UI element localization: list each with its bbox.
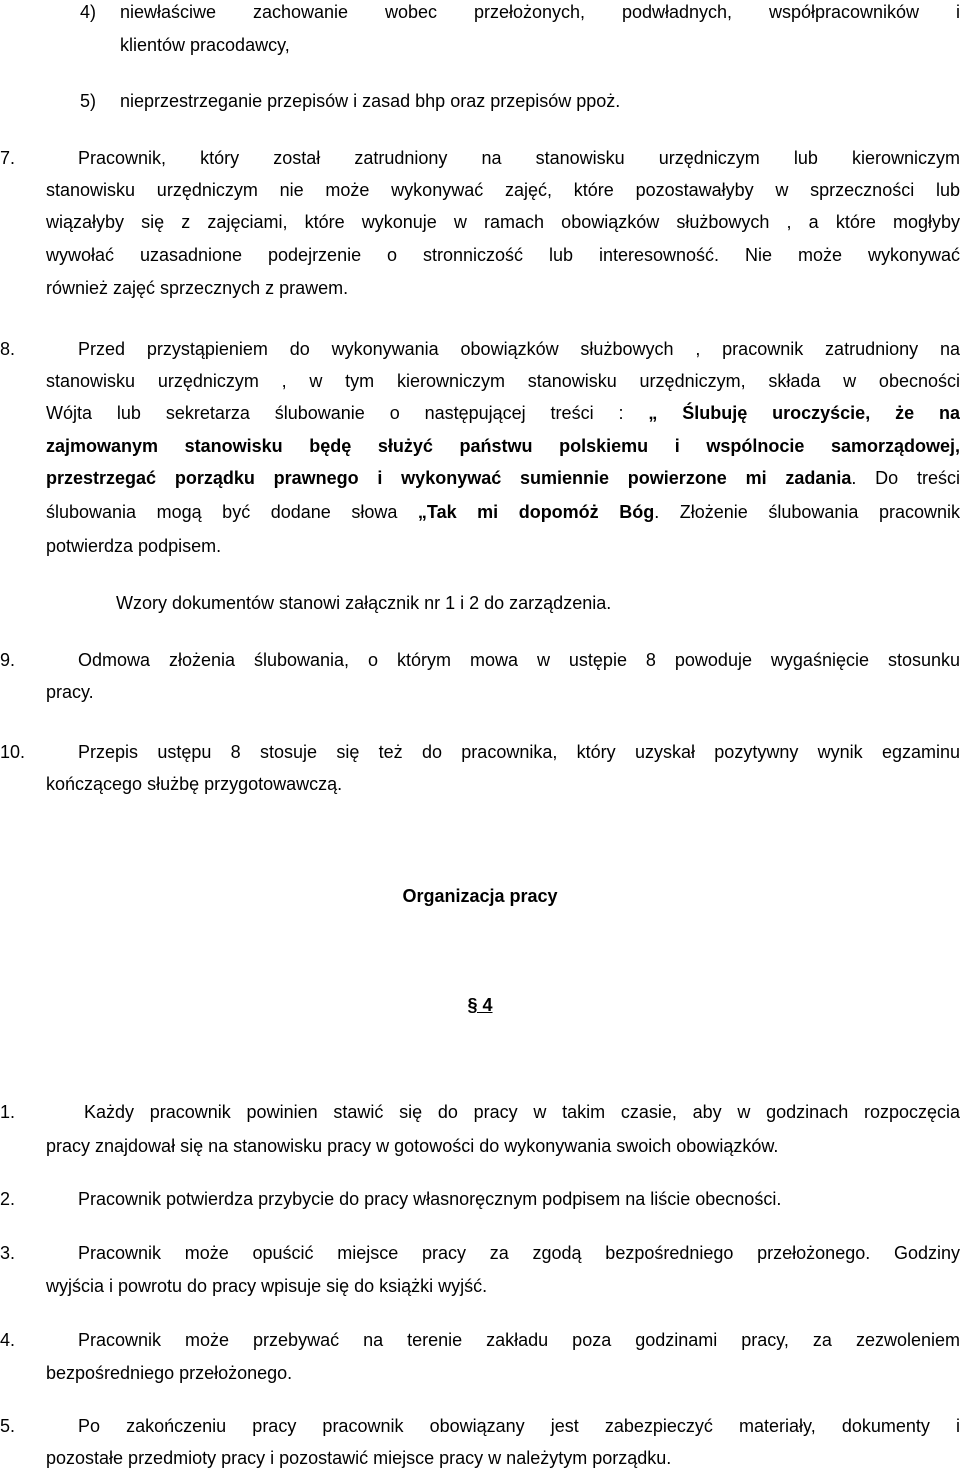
paragraph-line: Przepis ustępu 8 stosuje się też do pracownika, który uzyskał pozytywny wynik egzaminu bbox=[78, 742, 960, 762]
item-text: niewłaściwe zachowanie wobec przełożonych, podwładnych, współpracowników i bbox=[120, 2, 960, 22]
paragraph-text: Wójta lub sekretarza ślubowanie o następującej treści : bbox=[46, 403, 649, 423]
item-text: klientów pracodawcy, bbox=[120, 35, 290, 55]
paragraph-line bbox=[46, 401, 960, 425]
item-text: Pracownik może przebywać na terenie zakładu poza godzinami pracy, za zezwoleniem bbox=[78, 1330, 960, 1350]
paragraph-line: wywołać uzasadnione podejrzenie o stronniczość lub interesowność. Nie może wykonywać bbox=[46, 245, 960, 265]
item-number: 5. bbox=[0, 1416, 16, 1436]
section-number: § 4 bbox=[467, 995, 493, 1015]
paragraph-line: stanowisku urzędniczym nie może wykonywać zajęć, które pozostawałyby w sprzeczności lub bbox=[46, 180, 960, 200]
item-text: Każdy pracownik powinien stawić się do pracy w takim czasie, aby w godzinach rozpoczęcia bbox=[84, 1102, 960, 1122]
paragraph-line: Przed przystąpieniem do wykonywania obowiązków służbowych , pracownik zatrudniony na bbox=[78, 339, 960, 359]
paragraph-line: Odmowa złożenia ślubowania, o którym mowa w ustępie 8 powoduje wygaśnięcie stosunku bbox=[78, 650, 960, 670]
paragraph-number: 9. bbox=[0, 650, 16, 670]
paragraph-number: 8. bbox=[0, 339, 16, 359]
paragraph-line: kończącego służbę przygotowawczą. bbox=[46, 774, 343, 794]
paragraph-line: potwierdza podpisem. bbox=[46, 536, 222, 556]
oath-formula: „Tak mi dopomóż Bóg bbox=[417, 502, 655, 522]
item-text: nieprzestrzeganie przepisów i zasad bhp oraz przepisów ppoż. bbox=[120, 91, 621, 111]
item-number: 4. bbox=[0, 1330, 16, 1350]
paragraph-number: 7. bbox=[0, 148, 16, 168]
section-title: Organizacja pracy bbox=[402, 886, 558, 906]
item-number: 1. bbox=[0, 1102, 16, 1122]
paragraph-line bbox=[46, 500, 960, 524]
paragraph-line bbox=[46, 466, 960, 490]
paragraph-text: . Złożenie ślubowania pracownik bbox=[654, 502, 960, 522]
item-text: bezpośredniego przełożonego. bbox=[46, 1363, 293, 1383]
paragraph-line: wiązałyby się z zajęciami, które wykonuje w ramach obowiązków służbowych , a które mogłyby bbox=[46, 212, 960, 232]
paragraph-line: stanowisku urzędniczym , w tym kierowniczym stanowisku urzędniczym, składa w obecności bbox=[46, 371, 960, 391]
oath-text: „ Ślubuję uroczyście, że na bbox=[648, 403, 960, 423]
paragraph-line: pracy. bbox=[46, 682, 94, 702]
item-number: 3. bbox=[0, 1243, 16, 1263]
item-number: 4) bbox=[80, 2, 97, 22]
oath-text: przestrzegać porządku prawnego i wykonywać sumiennie powierzone mi zadania bbox=[46, 468, 852, 488]
paragraph-number: 10. bbox=[0, 742, 26, 762]
item-text: Pracownik może opuścić miejsce pracy za zgodą bezpośredniego przełożonego. Godziny bbox=[78, 1243, 960, 1263]
item-text: Pracownik potwierdza przybycie do pracy własnoręcznym podpisem na liście obecności. bbox=[78, 1189, 782, 1209]
paragraph-text: ślubowania mogą być dodane słowa bbox=[46, 502, 418, 522]
item-text-line bbox=[120, 0, 960, 24]
item-text: Po zakończeniu pracy pracownik obowiązany jest zabezpieczyć materiały, dokumenty i bbox=[78, 1416, 960, 1436]
item-number: 5) bbox=[80, 91, 97, 111]
paragraph-line: również zajęć sprzecznych z prawem. bbox=[46, 278, 349, 298]
item-text: wyjścia i powrotu do pracy wpisuje się do książki wyjść. bbox=[46, 1276, 488, 1296]
paragraph-text: . Do treści bbox=[851, 468, 960, 488]
attachment-note: Wzory dokumentów stanowi załącznik nr 1 i 2 do zarządzenia. bbox=[116, 593, 612, 613]
oath-text: zajmowanym stanowisku będę służyć państwu polskiemu i wspólnocie samorządowej, bbox=[46, 436, 960, 456]
paragraph-line: Pracownik, który został zatrudniony na stanowisku urzędniczym lub kierowniczym bbox=[78, 148, 960, 168]
item-text: pracy znajdował się na stanowisku pracy w gotowości do wykonywania swoich obowiązków. bbox=[46, 1136, 779, 1156]
item-number: 2. bbox=[0, 1189, 16, 1209]
item-text: pozostałe przedmioty pracy i pozostawić miejsce pracy w należytym porządku. bbox=[46, 1448, 672, 1468]
